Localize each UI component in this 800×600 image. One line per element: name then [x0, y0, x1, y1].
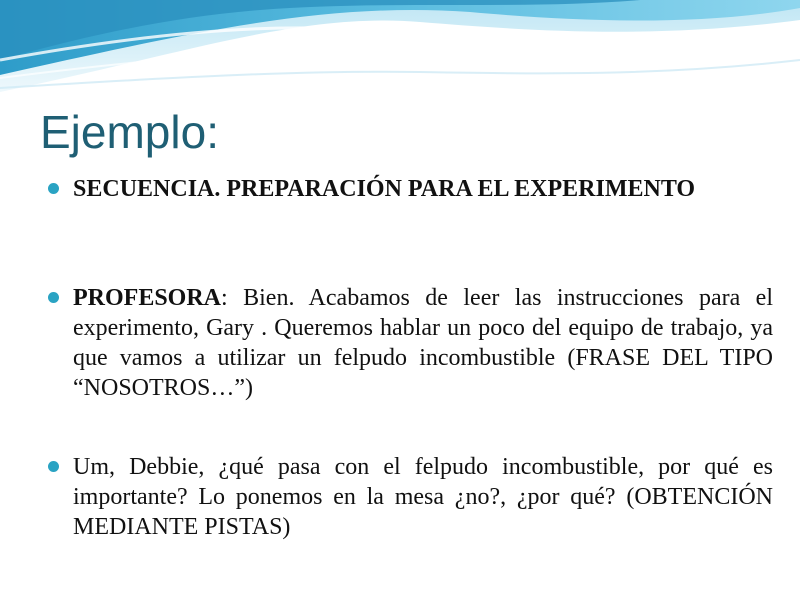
- bullet-dot-icon: [48, 183, 59, 194]
- header-wave-decoration: [0, 0, 800, 95]
- bullet-secuencia: [73, 174, 773, 204]
- bullet-text: SECUENCIA. PREPARACIÓN PARA EL EXPERIMENTO: [73, 176, 696, 202]
- bullet-dot-icon: [48, 292, 59, 303]
- slide-title: Ejemplo:: [40, 106, 219, 158]
- bullet-text: : Bien. Acabamos de leer las instrucciones para el experimento, Gary . Queremos hablar un poco del equipo de trabajo, ya que vamos a utilizar un felpudo incombustible (FRASE DEL TIPO “NOSOTROS…”): [73, 285, 773, 401]
- bullet-debbie: [73, 452, 773, 542]
- bullet-lead: PROFESORA: [73, 285, 222, 311]
- bullet-profesora: [73, 283, 773, 403]
- bullet-dot-icon: [48, 461, 59, 472]
- bullet-text: Um, Debbie, ¿qué pasa con el felpudo incombustible, por qué es importante? Lo ponemos en la mesa ¿no?, ¿por qué? (OBTENCIÓN MEDIANTE PISTAS): [73, 454, 773, 540]
